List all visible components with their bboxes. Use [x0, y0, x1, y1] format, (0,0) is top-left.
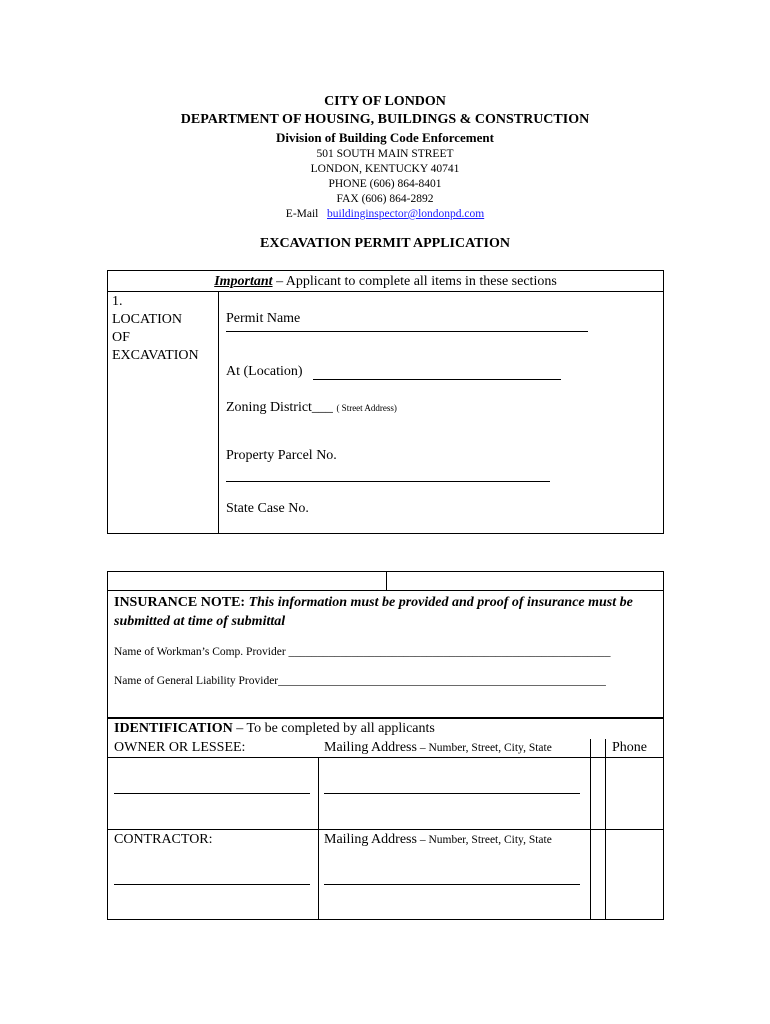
contractor-name-field[interactable]	[114, 884, 310, 885]
owner-address-field[interactable]	[324, 793, 580, 794]
contractor-label: CONTRACTOR:	[114, 832, 213, 847]
email-label: E-Mail	[285, 208, 319, 220]
zoning-district-label	[226, 400, 397, 416]
property-parcel-field[interactable]	[226, 481, 550, 482]
identification-divider-1	[318, 757, 319, 920]
identification-section	[107, 718, 664, 920]
identification-heading: IDENTIFICATION	[114, 721, 233, 736]
identification-rule	[108, 757, 663, 758]
location-field[interactable]	[313, 379, 561, 380]
blank-row-divider	[386, 572, 387, 590]
insurance-note-label: INSURANCE NOTE:	[114, 595, 246, 610]
contractor-mailing-heading: Mailing Address	[324, 832, 417, 847]
blank-row	[107, 571, 664, 591]
contractor-address-field[interactable]	[324, 884, 580, 885]
owner-label: OWNER OR LESSEE:	[114, 740, 246, 755]
contractor-rule	[108, 829, 663, 830]
owner-mailing-heading: Mailing Address	[324, 740, 417, 755]
location-label: At (Location)	[226, 364, 303, 379]
permit-name-field[interactable]	[226, 331, 588, 332]
zoning-district-text: Zoning District___	[226, 400, 333, 415]
email-line	[0, 207, 770, 222]
email-link[interactable]: buildinginspector@londonpd.com	[327, 208, 485, 220]
identification-subtitle: – To be completed by all applicants	[232, 721, 435, 736]
city-state-zip: LONDON, KENTUCKY 40741	[310, 163, 460, 175]
division-name: Division of Building Code Enforcement	[276, 130, 494, 145]
state-case-label: State Case No.	[226, 501, 309, 516]
section-number: 1.	[112, 294, 123, 309]
section-label-cell	[108, 291, 219, 534]
phone-label: Phone	[612, 740, 647, 755]
owner-name-field[interactable]	[114, 793, 310, 794]
contractor-mailing-label	[324, 832, 552, 848]
street-address-hint: ( Street Address)	[336, 403, 397, 413]
department-name: DEPARTMENT OF HOUSING, BUILDINGS & CONSTRUCTION	[180, 112, 590, 127]
insurance-note-text: This information must be provided and proof of insurance must be submitted at time of submittal	[114, 595, 633, 629]
identification-title	[114, 721, 435, 737]
owner-mailing-hint: – Number, Street, City, State	[416, 742, 552, 754]
workmans-comp-field[interactable]: Name of Workman’s Comp. Provider ________________________________________________________	[114, 646, 611, 658]
street-address: 501 SOUTH MAIN STREET	[316, 148, 454, 160]
important-label: Important	[214, 274, 273, 289]
phone-number: PHONE (606) 864-8401	[328, 178, 442, 190]
fax-number: FAX (606) 864-2892	[336, 193, 434, 205]
section-instructions	[108, 271, 663, 292]
section-label-line2: OF	[112, 330, 130, 345]
general-liability-field[interactable]: Name of General Liability Provider_________________________________________________________	[114, 675, 606, 687]
contractor-mailing-hint: – Number, Street, City, State	[416, 834, 552, 846]
section-label-line1: LOCATION	[112, 312, 182, 327]
city-name: CITY OF LONDON	[324, 94, 446, 109]
letterhead	[0, 93, 770, 222]
owner-mailing-label	[324, 740, 552, 756]
permit-name-label: Permit Name	[226, 311, 301, 326]
insurance-note	[114, 593, 654, 631]
section-label-line3: EXCAVATION	[112, 348, 199, 363]
section-location-of-excavation	[107, 270, 664, 534]
form-title: EXCAVATION PERMIT APPLICATION	[260, 236, 510, 251]
insurance-section	[107, 590, 664, 718]
instruction-text: – Applicant to complete all items in these sections	[272, 274, 557, 289]
property-parcel-label: Property Parcel No.	[226, 448, 337, 463]
